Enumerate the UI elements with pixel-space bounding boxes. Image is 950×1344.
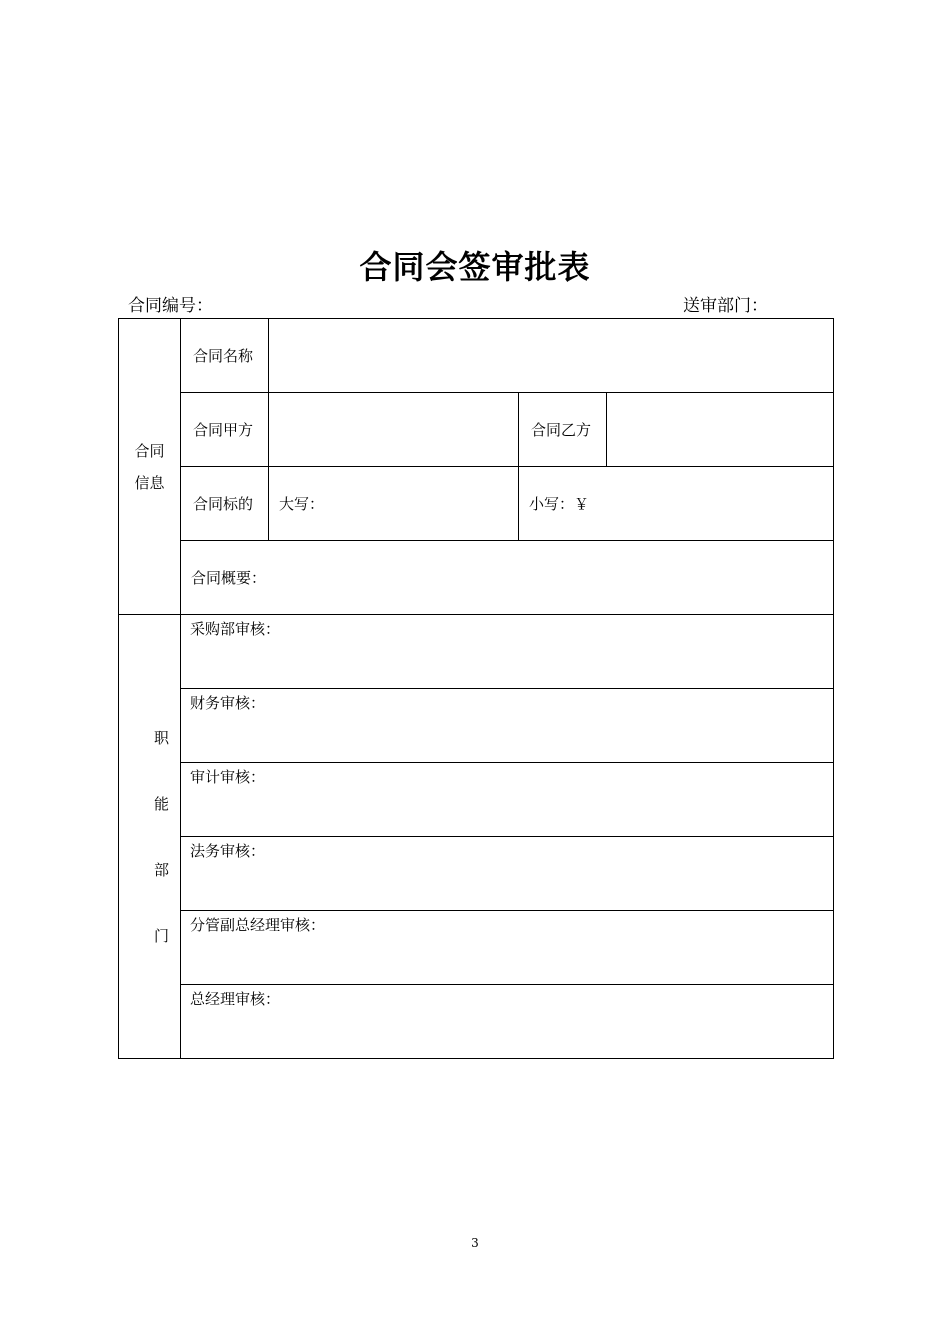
document-title: 合同会签审批表 bbox=[359, 248, 591, 286]
review-row bbox=[119, 837, 834, 911]
contract-info-label-line2: 信息 bbox=[134, 473, 165, 492]
contract-summary-field[interactable]: 合同概要： bbox=[181, 541, 834, 615]
review-row bbox=[119, 763, 834, 837]
contract-info-section-label bbox=[119, 319, 181, 615]
contract-number-label: 合同编号： bbox=[128, 296, 213, 316]
legal-review-field[interactable]: 法务审核： bbox=[181, 837, 834, 911]
contract-name-label: 合同名称 bbox=[181, 319, 269, 393]
party-a-label: 合同甲方 bbox=[181, 393, 269, 467]
departments-label-char: 门 bbox=[153, 926, 169, 945]
audit-review-field[interactable]: 审计审核： bbox=[181, 763, 834, 837]
departments-label-char: 职 bbox=[153, 728, 169, 747]
departments-section-label bbox=[119, 615, 181, 1059]
departments-label-char: 部 bbox=[153, 860, 169, 879]
party-a-field[interactable] bbox=[269, 393, 519, 467]
review-row bbox=[119, 615, 834, 689]
review-row bbox=[119, 689, 834, 763]
procurement-review-field[interactable]: 采购部审核： bbox=[181, 615, 834, 689]
contract-parties-row bbox=[119, 393, 834, 467]
amount-upper-field[interactable]: 大写： bbox=[269, 467, 519, 541]
departments-label-char: 能 bbox=[153, 794, 169, 813]
party-b-label: 合同乙方 bbox=[519, 393, 607, 467]
subject-label: 合同标的 bbox=[181, 467, 269, 541]
finance-review-field[interactable]: 财务审核： bbox=[181, 689, 834, 763]
contract-summary-row bbox=[119, 541, 834, 615]
contract-name-field[interactable] bbox=[269, 319, 834, 393]
contract-subject-row bbox=[119, 467, 834, 541]
approval-form-table bbox=[118, 318, 834, 1059]
review-row bbox=[119, 911, 834, 985]
page-number: 3 bbox=[471, 1236, 479, 1250]
gm-review-field[interactable]: 总经理审核： bbox=[181, 985, 834, 1059]
amount-lower-field[interactable]: 小写：￥ bbox=[519, 467, 834, 541]
party-b-field[interactable] bbox=[607, 393, 834, 467]
contract-info-label-line1: 合同 bbox=[134, 441, 165, 460]
review-row bbox=[119, 985, 834, 1059]
deputy-gm-review-field[interactable]: 分管副总经理审核： bbox=[181, 911, 834, 985]
department-label: 送审部门： bbox=[683, 296, 768, 316]
contract-name-row bbox=[119, 319, 834, 393]
